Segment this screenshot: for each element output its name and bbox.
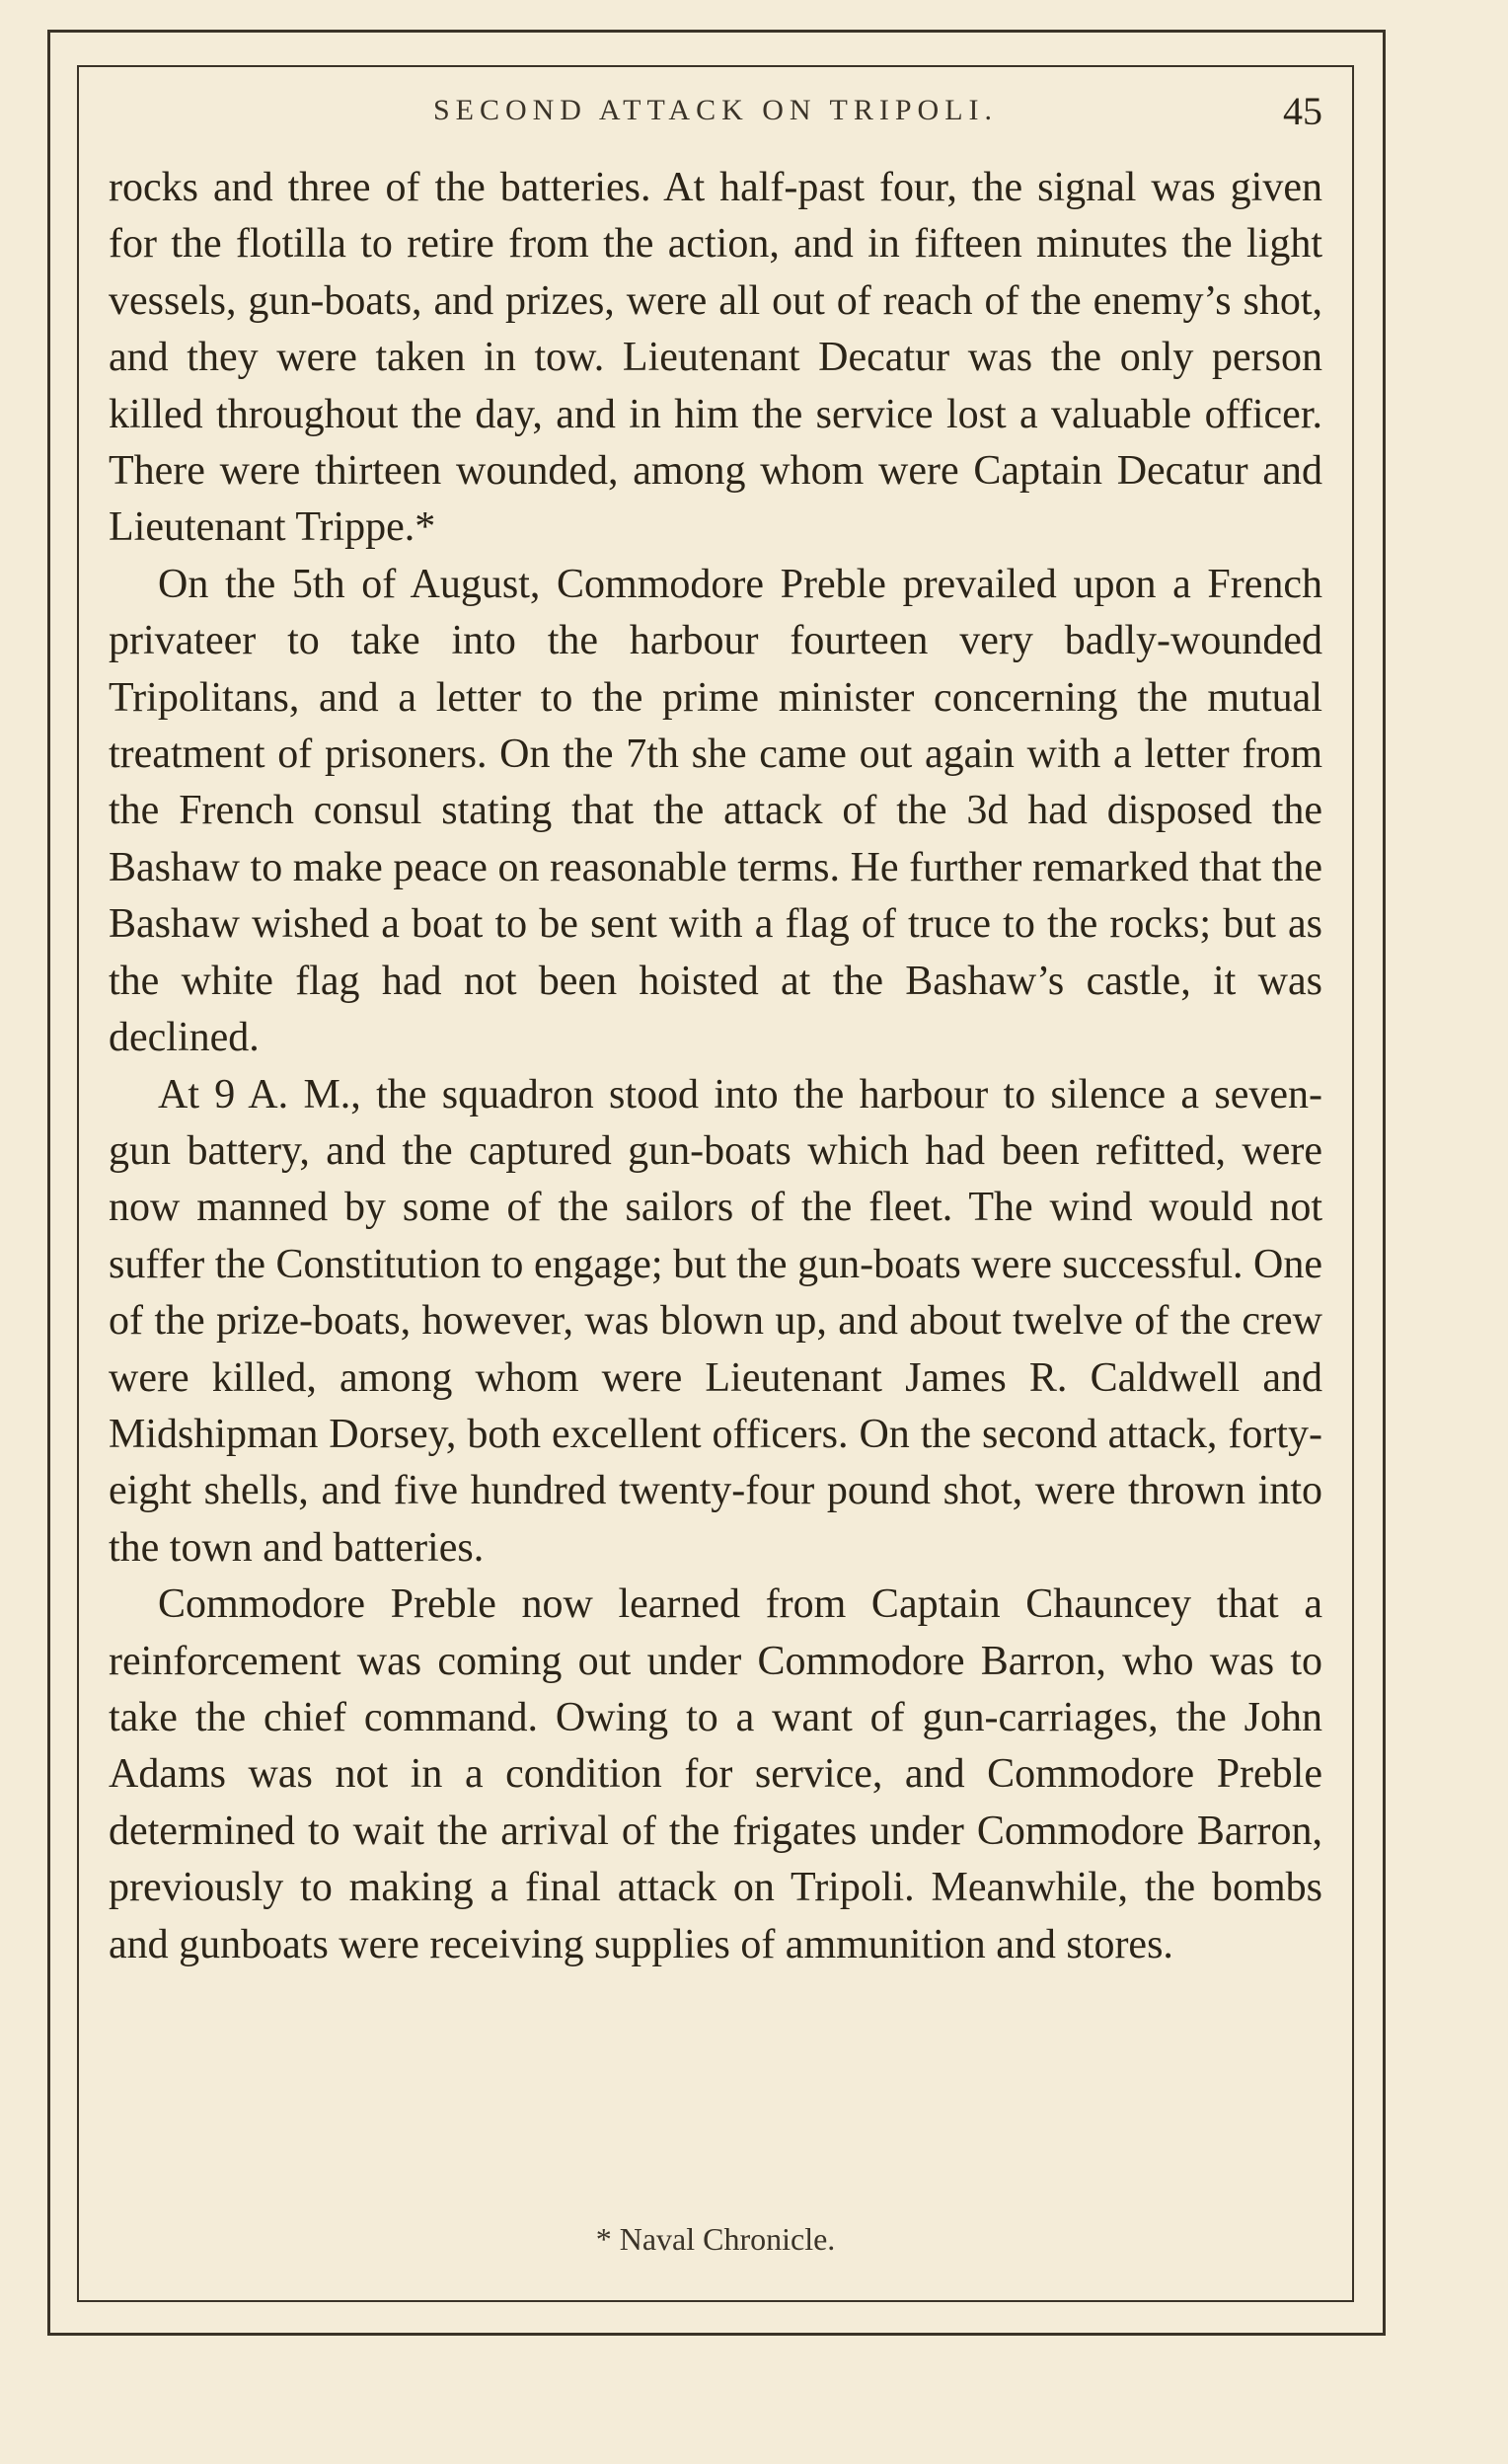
running-title: SECOND ATTACK ON TRIPOLI. (432, 94, 999, 126)
page-number: 45 (1283, 89, 1322, 133)
paragraph: At 9 A. M., the squadron stood into the harbour to silence a seven-gun battery, and the captured gun-boats which had been refitted, were now manned by some of the sailors of the fleet. The wind would not suffer the Constitution to engage; but the gun-boats were successful. One of the prize-boats, however, was blown up, and about twelve of the crew were killed, among whom were Lieutenant James R. Caldwell and Midshipman Dorsey, both excellent officers. On the second attack, forty-eight shells, and five hundred twenty-four pound shot, were thrown into the town and batteries. (109, 1071, 1322, 1571)
body-text (109, 160, 1322, 1973)
page-header (109, 89, 1322, 143)
paragraph: Commodore Preble now learned from Captain Chauncey that a reinforcement was coming out under Commodore Barron, who was to take the chief command. Owing to a want of gun-carriages, the John Adams was not in a condition for service, and Commodore Preble determined to wait the arrival of the frigates under Commodore Barron, previously to making a final attack on Tripoli. Meanwhile, the bombs and gunboats were receiving supplies of ammunition and stores. (109, 1581, 1322, 1967)
paragraph: On the 5th of August, Commodore Preble prevailed upon a French privateer to take into the harbour fourteen very badly-wounded Tripolitans, and a letter to the prime minister concerning the mutual treatment of prisoners. On the 7th she came out again with a letter from the French consul stating that the attack of the 3d had disposed the Bashaw to make peace on reasonable terms. He further remarked that the Bashaw wished a boat to be sent with a flag of truce to the rocks; but as the white flag had not been hoisted at the Bashaw’s castle, it was declined. (109, 561, 1322, 1061)
paragraph: rocks and three of the batteries. At half-past four, the signal was given for the flotilla to retire from the action, and in fifteen minutes the light vessels, gun-boats, and prizes, were all out of reach of the enemy’s shot, and they were taken in tow. Lieutenant Decatur was the only person killed throughout the day, and in him the service lost a valuable officer. There were thirteen wounded, among whom were Captain Decatur and Lieutenant Trippe.* (109, 165, 1322, 551)
footnote: * Naval Chronicle. (595, 2221, 836, 2257)
